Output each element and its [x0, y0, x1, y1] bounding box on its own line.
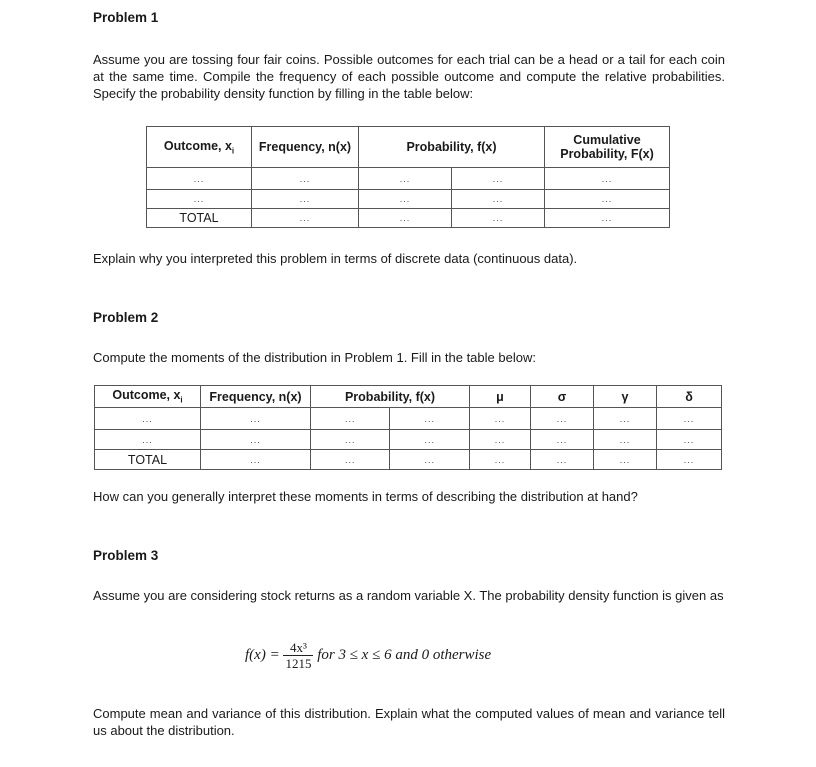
cell: ... [470, 450, 531, 470]
cell: ... [147, 168, 252, 190]
table-row [147, 168, 670, 190]
total-label: TOTAL [95, 450, 201, 470]
cell: ... [252, 168, 359, 190]
cell: ... [359, 209, 452, 228]
cell: ... [545, 168, 670, 190]
header-frequency: Frequency, n(x) [252, 127, 359, 168]
cell: ... [201, 430, 311, 450]
header-frequency: Frequency, n(x) [201, 386, 311, 408]
problem-1-heading: Problem 1 [93, 10, 159, 25]
cell: ... [311, 430, 390, 450]
table-header-row [147, 127, 670, 168]
header-sigma: σ [531, 386, 594, 408]
problem-1-table [146, 126, 670, 228]
header-probability: Probability, f(x) [311, 386, 470, 408]
cell: ... [359, 190, 452, 209]
cell: ... [594, 408, 657, 430]
cell: ... [147, 190, 252, 209]
header-cumulative: Cumulative Probability, F(x) [545, 127, 670, 168]
formula-denominator: 1215 [285, 656, 312, 671]
cell: ... [252, 209, 359, 228]
cell: ... [594, 450, 657, 470]
cell: ... [390, 408, 470, 430]
cell: ... [390, 450, 470, 470]
cell: ... [470, 408, 531, 430]
table-total-row [95, 450, 722, 470]
problem-2-heading: Problem 2 [93, 310, 159, 325]
cell: ... [252, 190, 359, 209]
cell: ... [452, 190, 545, 209]
cell: ... [531, 450, 594, 470]
formula-lhs: f(x) = [245, 646, 280, 663]
header-gamma: γ [594, 386, 657, 408]
header-outcome: Outcome, $x_i$ [147, 127, 252, 168]
table-row [147, 190, 670, 209]
problem-2-table [94, 385, 722, 470]
cell: ... [657, 450, 722, 470]
cell: ... [657, 408, 722, 430]
cell: ... [545, 190, 670, 209]
formula-fraction [283, 640, 313, 671]
cell: ... [657, 430, 722, 450]
header-outcome: Outcome, $x_i$ [95, 386, 201, 408]
problem-3-heading: Problem 3 [93, 548, 159, 563]
cell: ... [201, 408, 311, 430]
cell: ... [95, 430, 201, 450]
cell: ... [452, 168, 545, 190]
cell: ... [95, 408, 201, 430]
cell: ... [545, 209, 670, 228]
cell: ... [359, 168, 452, 190]
table-header-row [95, 386, 722, 408]
formula-condition: for 3 ≤ x ≤ 6 and 0 otherwise [317, 646, 492, 663]
cell: ... [311, 450, 390, 470]
cell: ... [531, 408, 594, 430]
header-probability: Probability, f(x) [359, 127, 545, 168]
cell: ... [390, 430, 470, 450]
header-mu: μ [470, 386, 531, 408]
table-row [95, 430, 722, 450]
cell: ... [201, 450, 311, 470]
cell: ... [311, 408, 390, 430]
pdf-formula [245, 640, 491, 671]
total-label: TOTAL [147, 209, 252, 228]
problem-1-explain: Explain why you interpreted this problem in terms of discrete data (continuous data). [93, 251, 578, 266]
cell: ... [531, 430, 594, 450]
cell: ... [452, 209, 545, 228]
problem-3-question: Compute mean and variance of this distribution. Explain what the computed values of mean and variance tell us about the distribution. [93, 706, 725, 738]
cell: ... [594, 430, 657, 450]
formula-numerator: 4x³ [283, 640, 313, 656]
problem-1-paragraph: Assume you are tossing four fair coins. Possible outcomes for each trial can be a head or a tail for each coin at the same time. Compile the frequency of each possible outcome and compute the relative probabilities. Specify the probability density function by filling in the table below: [93, 52, 725, 101]
header-delta: δ [657, 386, 722, 408]
table-total-row [147, 209, 670, 228]
problem-2-intro: Compute the moments of the distribution in Problem 1. Fill in the table below: [93, 350, 536, 365]
problem-2-question: How can you generally interpret these moments in terms of describing the distribution at hand? [93, 489, 638, 504]
table-row [95, 408, 722, 430]
cell: ... [470, 430, 531, 450]
problem-3-paragraph: Assume you are considering stock returns as a random variable X. The probability density function is given as [93, 588, 724, 603]
